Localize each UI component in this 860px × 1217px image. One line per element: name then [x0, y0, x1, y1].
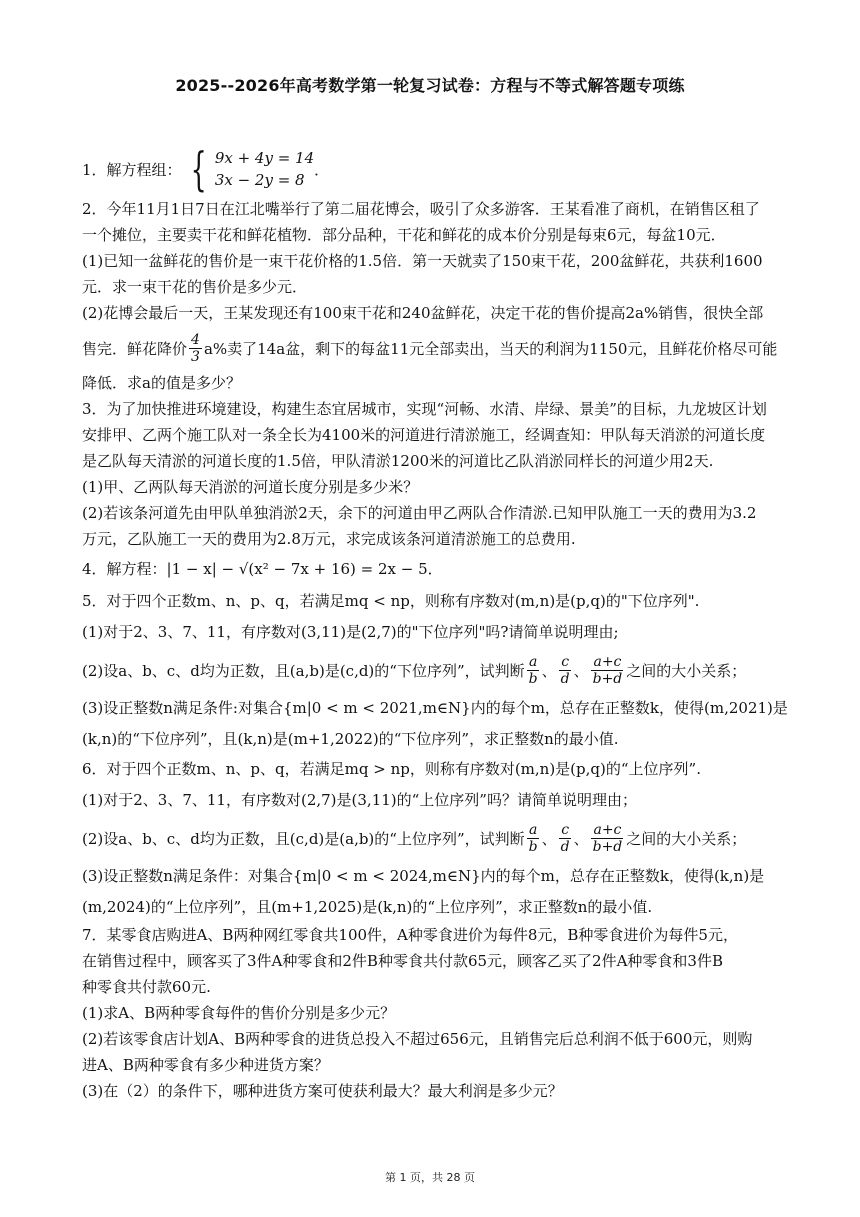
q2-line-1: 2．今年11月1日7日在江北嘴举行了第二届花博会，吸引了众多游客．王某看准了商机，在销售区租了	[82, 200, 760, 218]
question-6	[82, 754, 782, 922]
q2-line-5: (2)花博会最后一天，王某发现还有100束干花和240盆鲜花，决定干花的售价提高2a%销售，很快全部	[82, 304, 764, 322]
frac-num: a+c	[593, 821, 622, 838]
frac-num: a	[528, 821, 538, 838]
q5-line-3a: (2)设a、b、c、d均为正数，且(a,b)是(c,d)的“下位序列”，试判断	[82, 661, 525, 680]
separator: 、	[541, 661, 557, 680]
q3-line-2: 安排甲、乙两个施工队对一条全长为4100米的河道进行清淤施工，经调查知：甲队每天消淤的河道长度	[82, 426, 766, 444]
frac-den: d	[560, 670, 570, 687]
q2-line-2: 一个摊位，主要卖干花和鲜花植物．部分品种，干花和鲜花的成本价分别是每束6元，每盆10元．	[82, 226, 726, 244]
q6-line-4: (3)设正整数n满足条件：对集合{m|0 < m < 2024,m∈N}内的每个m，总存在正整数k，使得(k,n)是	[82, 867, 765, 885]
equation-2: 3x − 2y = 8	[214, 171, 305, 189]
frac-num: a+c	[593, 653, 622, 670]
q6-line-5: (m,2024)的“上位序列”，且(m+1,2025)是(k,n)的“上位序列”，求正整数n的最小值.	[82, 898, 653, 916]
q2-line-4: 元．求一束干花的售价是多少元．	[82, 278, 308, 296]
q7-line-4: (1)求A、B两种零食每件的售价分别是多少元？	[82, 1004, 396, 1022]
frac-num: c	[561, 653, 570, 670]
questions	[82, 142, 788, 1104]
frac-den: b+d	[592, 670, 623, 687]
fraction-four-thirds	[189, 332, 202, 365]
q5-line-3b: 之间的大小关系；	[626, 661, 747, 680]
fraction-a-b	[527, 822, 540, 855]
frac-num: a	[528, 653, 538, 670]
q7-line-3: 种零食共付款60元.	[82, 978, 211, 996]
q6-line-1: 6．对于四个正数m、n、p、q，若满足mq > np，则称有序数对(m,n)是(p,q)的“上位序列”.	[82, 760, 701, 778]
fraction-c-d	[559, 822, 572, 855]
q2-line-6a: 售完．鲜花降价	[82, 339, 188, 358]
question-4	[82, 552, 782, 586]
q7-line-7: (3)在（2）的条件下，哪种进货方案可使获利最大？最大利润是多少元？	[82, 1082, 563, 1100]
frac-den: 3	[191, 348, 200, 365]
q6-line-2: (1)对于2、3、7、11，有序数对(2,7)是(3,11)的“上位序列”吗？请简单说明理由；	[82, 791, 637, 809]
equation-1: 9x + 4y = 14	[214, 149, 315, 167]
question-2	[82, 196, 782, 396]
q2-line-6	[82, 326, 782, 370]
q7-line-2: 在销售过程中，顾客买了3件A种零食和2件B种零食共付款65元，顾客乙买了2件A种零食和3件B	[82, 952, 723, 970]
q3-line-3: 是乙队每天清淤的河道长度的1.5倍，甲队清淤1200米的河道比乙队消淤同样长的河道少用2天.	[82, 452, 714, 470]
q3-line-4: (1)甲、乙两队每天消淤的河道长度分别是多少米？	[82, 478, 419, 496]
question-3	[82, 396, 782, 552]
frac-num: 4	[191, 331, 200, 348]
frac-den: b+d	[592, 838, 623, 855]
q6-line-3	[82, 816, 782, 860]
q7-line-5: (2)若该零食店计划A、B两种零食的进货总投入不超过656元，且销售完后总利润不低于600元，则购	[82, 1030, 753, 1048]
q1-prefix: 1．解方程组：	[82, 160, 182, 179]
q2-line-6b: a%卖了14a盆，剩下的每盆11元全部卖出，当天的利润为1150元，且鲜花价格尽可能	[203, 339, 778, 358]
fraction-c-d	[559, 654, 572, 687]
q2-line-7: 降低．求a的值是多少？	[82, 374, 241, 392]
q5-line-5: (k,n)的“下位序列”，且(k,n)是(m+1,2022)的“下位序列”，求正整数n的最小值.	[82, 730, 619, 748]
fraction-a-b	[527, 654, 540, 687]
q3-line-5: (2)若该条河道先由甲队单独消淤2天，余下的河道由甲乙两队合作清淤.已知甲队施工一天的费用为3.2	[82, 504, 757, 522]
separator: 、	[573, 661, 589, 680]
page-title: 2025--2026年高考数学第一轮复习试卷：方程与不等式解答题专项练	[175, 76, 685, 95]
frac-den: b	[528, 838, 538, 855]
q1-suffix: ．	[314, 160, 330, 179]
frac-den: b	[528, 670, 538, 687]
q2-line-3: (1)已知一盆鲜花的售价是一束干花价格的1.5倍．第一天就卖了150束干花，200盆鲜花，共获利1600	[82, 252, 763, 270]
q5-line-2: (1)对于2、3、7、11，有序数对(3,11)是(2,7)的"下位序列"吗?请简单说明理由;	[82, 623, 619, 641]
frac-den: d	[560, 838, 570, 855]
question-1	[82, 142, 782, 196]
q3-line-1: 3．为了加快推进环境建设，构建生态宜居城市，实现“河畅、水清、岸绿、景美”的目标，九龙坡区计划	[82, 400, 767, 418]
brace-symbol: {	[190, 142, 207, 196]
q5-line-3	[82, 648, 782, 692]
equation-system	[215, 147, 314, 191]
q3-line-6: 万元，乙队施工一天的费用为2.8万元，求完成该条河道清淤施工的总费用.	[82, 530, 576, 548]
q7-line-6: 进A、B两种零食有多少种进货方案？	[82, 1056, 329, 1074]
q5-line-4: (3)设正整数n满足条件:对集合{m|0 < m < 2021,m∈N}内的每个m，总存在正整数k，使得(m,2021)是	[82, 699, 788, 717]
separator: 、	[541, 829, 557, 848]
fraction-sum	[591, 654, 625, 687]
question-7	[82, 922, 782, 1104]
page-footer: 第 1 页，共 28 页	[385, 1171, 475, 1184]
q6-line-3b: 之间的大小关系；	[626, 829, 747, 848]
q7-line-1: 7．某零食店购进A、B两种网红零食共100件，A种零食进价为每件8元，B种零食进价为每件5元，	[82, 926, 738, 944]
fraction-sum	[591, 822, 625, 855]
q6-line-3a: (2)设a、b、c、d均为正数，且(c,d)是(a,b)的“上位序列”，试判断	[82, 829, 525, 848]
q5-line-1: 5．对于四个正数m、n、p、q，若满足mq < np，则称有序数对(m,n)是(p,q)的"下位序列".	[82, 592, 700, 610]
frac-num: c	[561, 821, 570, 838]
separator: 、	[573, 829, 589, 848]
q4-line: 4．解方程：|1 − x| − √(x² − 7x + 16) = 2x − 5．	[82, 560, 443, 578]
question-5	[82, 586, 788, 754]
